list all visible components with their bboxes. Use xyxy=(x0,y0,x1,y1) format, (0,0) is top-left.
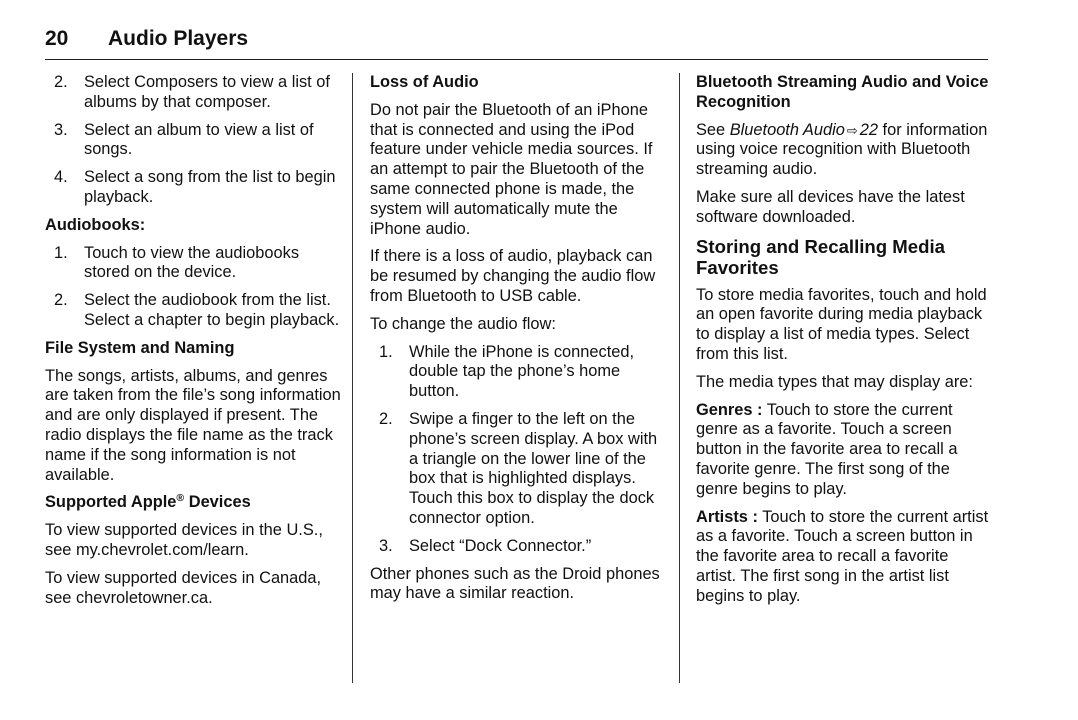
column-left xyxy=(45,73,345,616)
page-header xyxy=(45,26,988,60)
change-audio-flow-intro: To change the audio flow: xyxy=(370,314,556,333)
audiobooks-heading: Audiobooks: xyxy=(45,215,146,234)
list-item: 1. Touch to view the audiobooks stored on the device. xyxy=(54,243,300,282)
list-item: 2. Swipe a finger to the left on the phone’s screen display. A box with a triangle on the lower line of the box that is highlighted displays. Touch this box to display the dock connector option. xyxy=(379,409,658,527)
bluetooth-streaming-heading: Bluetooth Streaming Audio and Voice Recognition xyxy=(696,73,989,111)
loss-of-audio-paragraph: Do not pair the Bluetooth of an iPhone that is connected and using the iPod feature under vehicle media sources. If an attempt to pair the Bluetooth of the same connected phone is made, the system will automatically mute the iPhone audio. xyxy=(370,100,653,238)
other-phones-paragraph: Other phones such as the Droid phones may have a similar reaction. xyxy=(370,564,660,603)
software-paragraph: Make sure all devices have the latest software downloaded. xyxy=(696,187,965,226)
bluetooth-audio-reference-link: Bluetooth Audio xyxy=(729,120,845,139)
media-types-paragraph: The media types that may display are: xyxy=(696,372,973,391)
composer-steps-list xyxy=(45,73,345,208)
us-devices-paragraph: To view supported devices in the U.S., see my.chevrolet.com/learn. xyxy=(45,521,323,559)
file-system-heading: File System and Naming xyxy=(45,338,235,357)
genres-paragraph: Genres : Touch to store the current genre as a favorite. Touch a screen button in the favorite area to recall a favorite genre. The first song of the genre begins to play. xyxy=(696,400,958,498)
column-middle xyxy=(370,73,670,612)
list-item: 3. Select an album to view a list of songs. xyxy=(54,120,314,159)
page-reference-icon: ⇨ xyxy=(846,122,858,138)
page-number: 20 xyxy=(45,27,69,50)
audio-flow-steps-list xyxy=(370,343,670,557)
file-system-paragraph: The songs, artists, albums, and genres are taken from the file’s song information and are only displayed if present. The radio displays the file name as the track name if the song information is not available. xyxy=(45,366,341,484)
list-item: 3. Select “Dock Connector.” xyxy=(379,536,592,555)
column-right xyxy=(696,73,991,615)
page-title: Audio Players xyxy=(108,27,249,50)
resume-playback-paragraph: If there is a loss of audio, playback can be resumed by changing the audio flow from Bluetooth to USB cable. xyxy=(370,247,656,305)
list-item: 1. While the iPhone is connected, double tap the phone’s home button. xyxy=(379,342,635,401)
canada-devices-paragraph: To view supported devices in Canada, see chevroletowner.ca. xyxy=(45,568,322,607)
genres-label: Genres : xyxy=(696,400,763,419)
bluetooth-reference-paragraph: See Bluetooth Audio ⇨ 22 for information using voice recognition with Bluetooth streaming audio. xyxy=(696,120,988,179)
list-item: 2. Select the audiobook from the list. Select a chapter to begin playback. xyxy=(54,291,340,329)
artists-paragraph: Artists : Touch to store the current artist as a favorite. Touch a screen button in the favorite area to recall a favorite artist. The first song in the artist list begins to play. xyxy=(696,507,989,605)
storing-favorites-paragraph: To store media favorites, touch and hold an open favorite during media playback to display a list of media types. Select from this list. xyxy=(696,285,987,363)
audiobook-steps-list xyxy=(45,244,345,331)
column-divider-right xyxy=(679,73,680,683)
supported-devices-heading: Supported Apple® Devices xyxy=(45,492,251,512)
list-item: 2. Select Composers to view a list of albums by that composer. xyxy=(54,73,330,111)
column-divider-left xyxy=(352,73,353,683)
reference-page-number: 22 xyxy=(859,120,878,139)
storing-favorites-heading: Storing and Recalling Media Favorites xyxy=(696,235,945,278)
list-item: 4. Select a song from the list to begin playback. xyxy=(54,168,336,206)
registered-mark: ® xyxy=(176,492,185,505)
artists-label: Artists : xyxy=(696,507,758,526)
loss-of-audio-heading: Loss of Audio xyxy=(370,73,479,91)
